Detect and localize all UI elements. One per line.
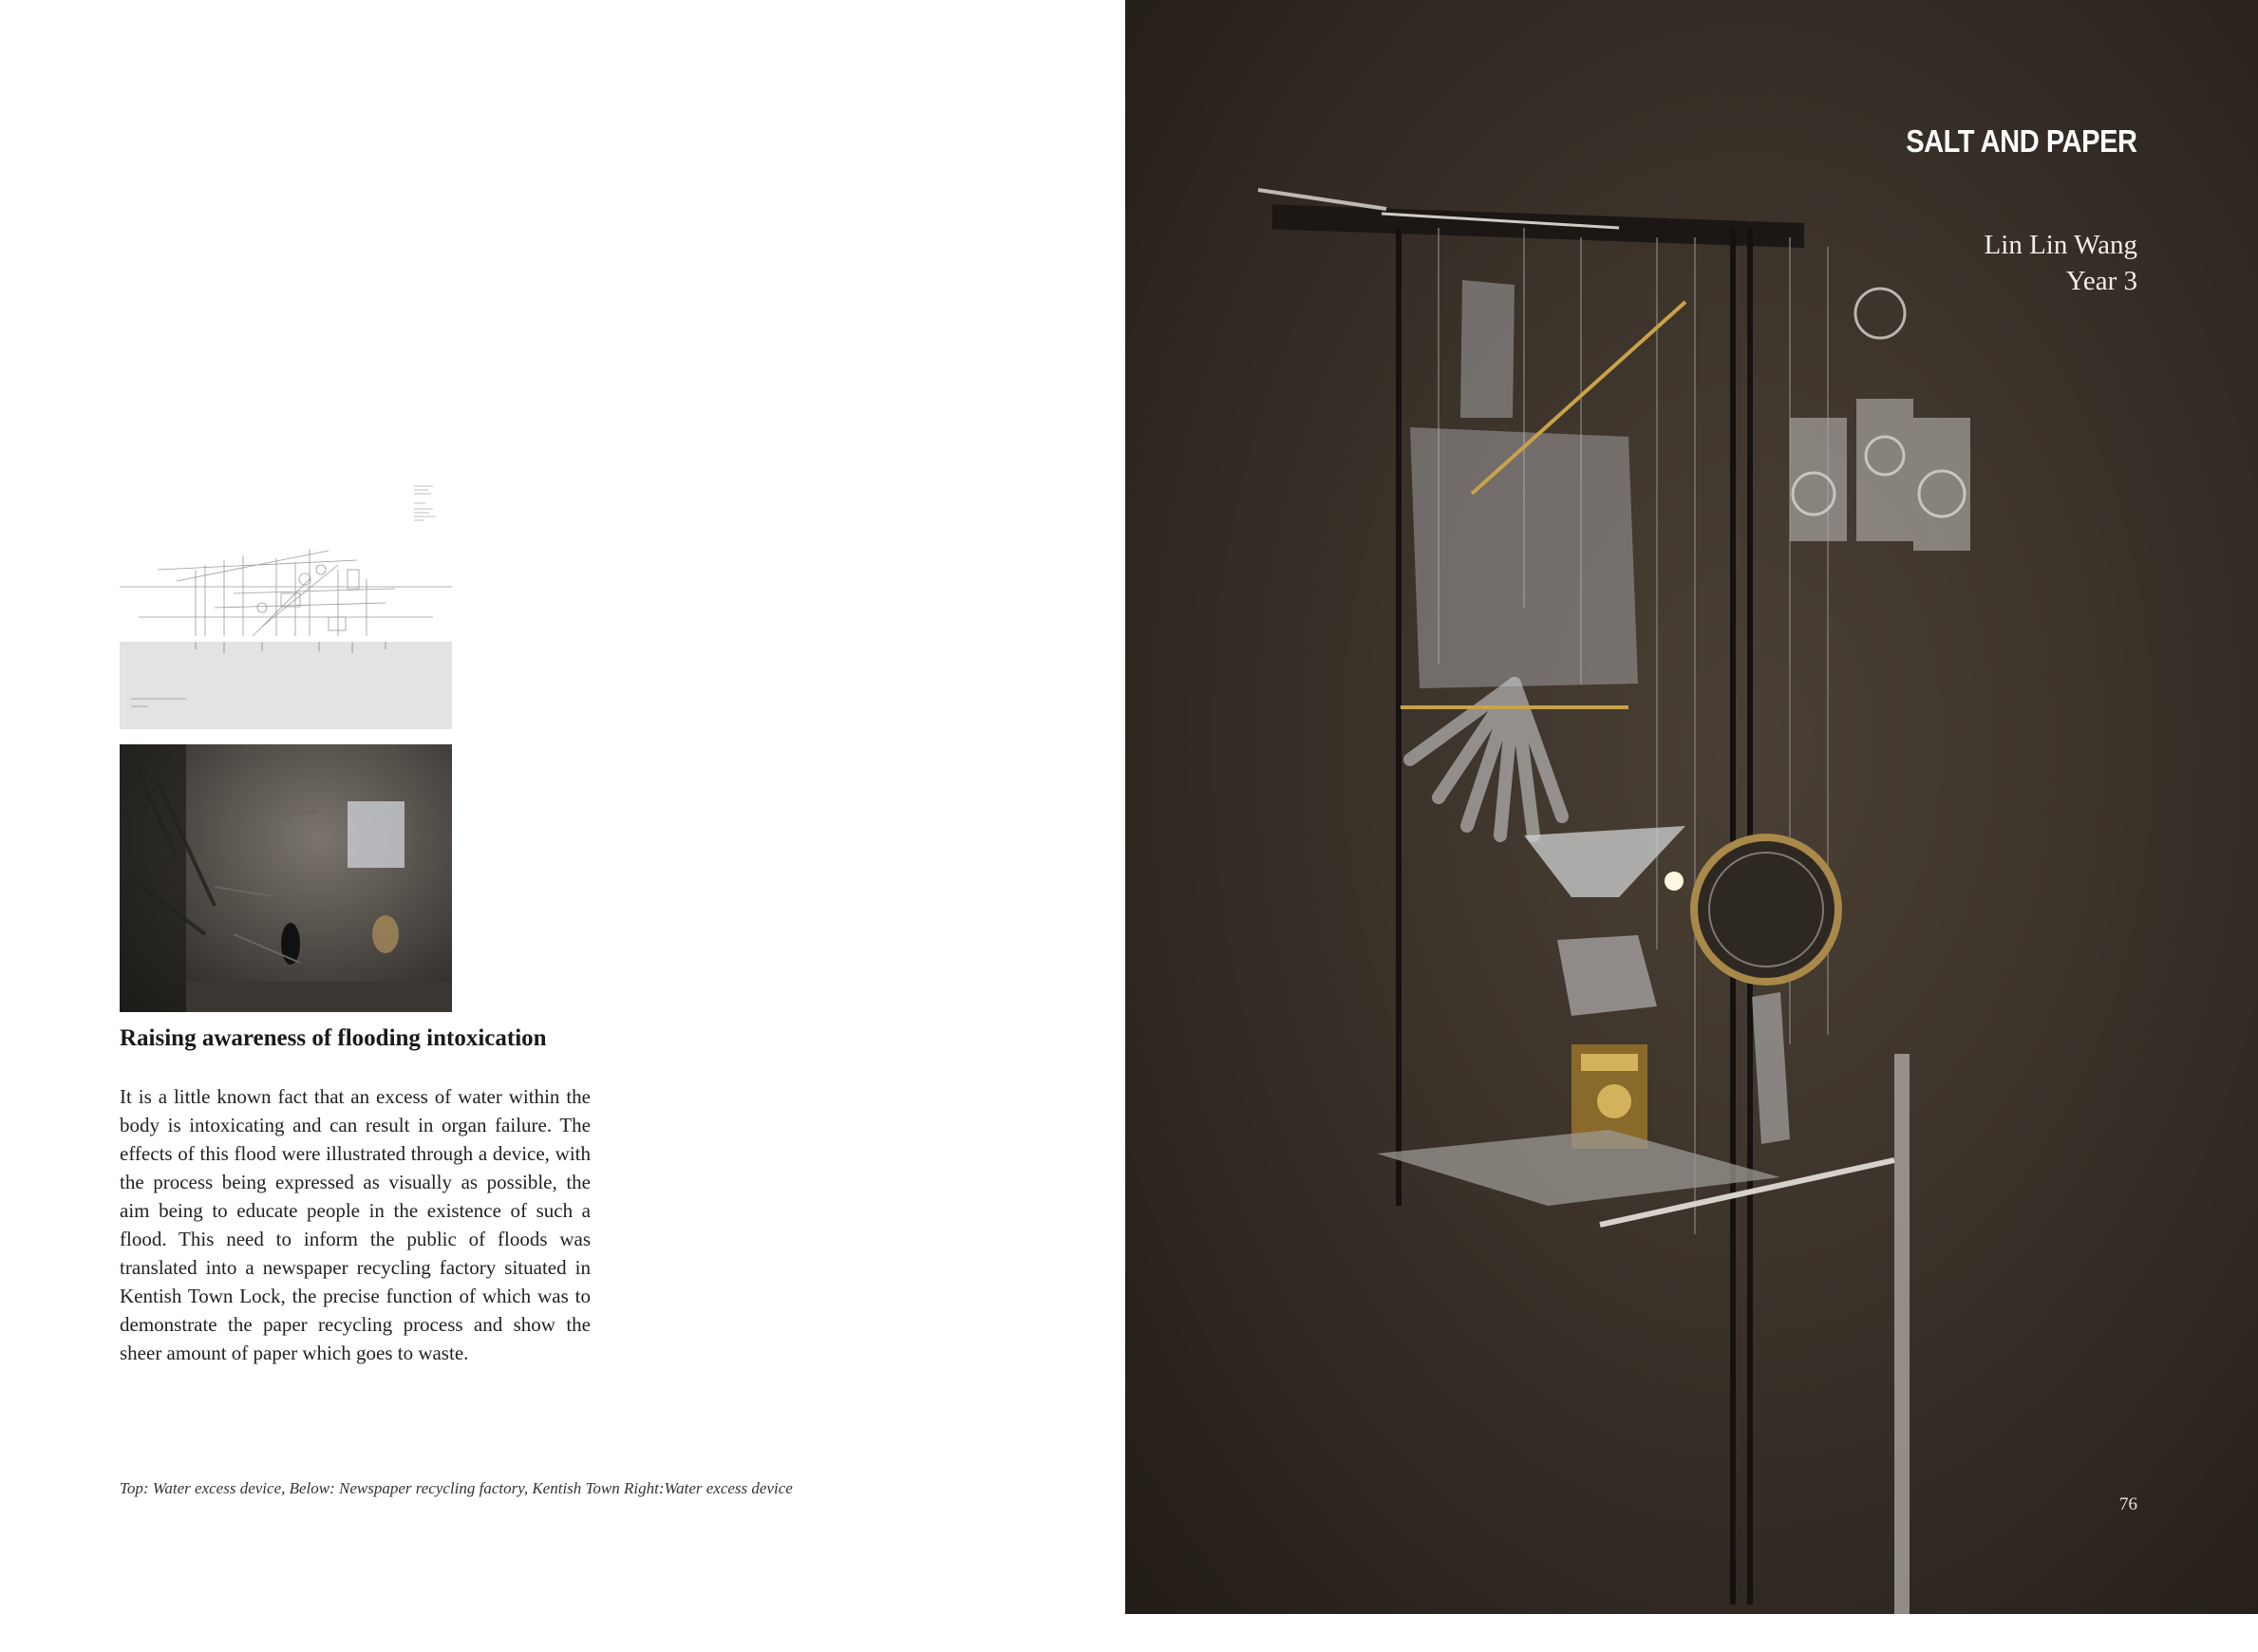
page-number: 76: [2119, 1494, 2137, 1514]
body-paragraph: It is a little known fact that an excess of water within the body is intoxicating and can result in organ failure. The effects of this flood were illustrated through a device, with the process being expressed as visually as possible, the aim being to educate people in the existence of such a flood. This need to inform the public of floods was translated into a newspaper recycling factory situated in Kentish Town Lock, the precise function of which was to demonstrate the paper recycling process and show the sheer amount of paper which goes to waste.: [120, 1085, 591, 1364]
right-page-photo: [1125, 0, 2258, 1652]
figure-caption: Top: Water excess device, Below: Newspaper recycling factory, Kentish Town Right:Water excess device: [120, 1479, 793, 1497]
photo-newspaper-recycling-factory: [120, 744, 452, 1012]
project-title: SALT AND PAPER: [1906, 123, 2137, 159]
technical-drawing: [120, 475, 452, 729]
student-year: Year 3: [2065, 266, 2137, 296]
student-name: Lin Lin Wang: [1984, 230, 2137, 260]
factory-model-photo: [120, 744, 452, 1012]
left-page: [0, 0, 1125, 1652]
section-drawing-water-excess-device: [120, 475, 452, 729]
section-heading: Raising awareness of flooding intoxication: [120, 1025, 547, 1051]
